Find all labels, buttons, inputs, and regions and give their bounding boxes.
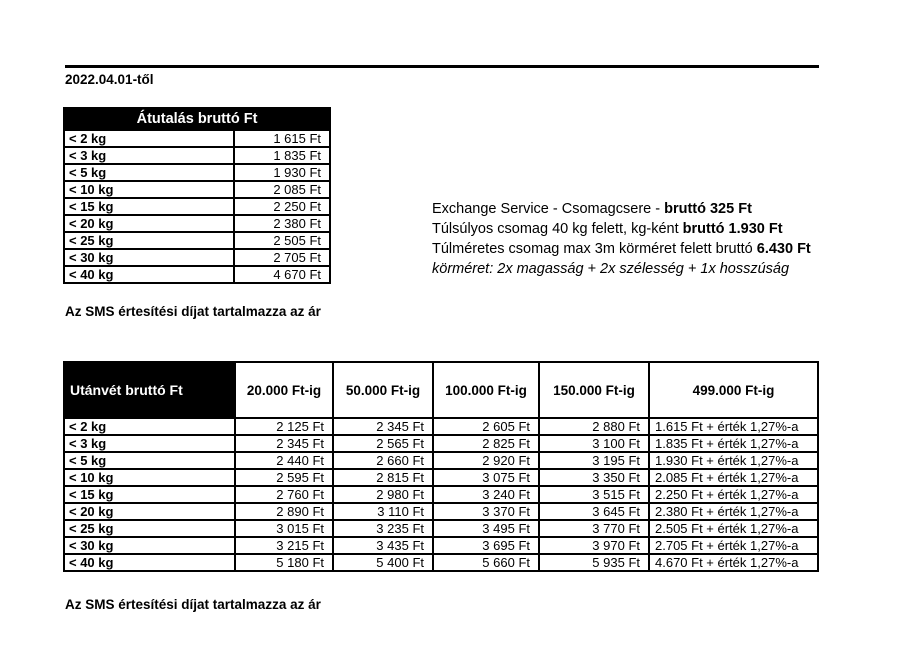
weight-label: < 5 kg	[64, 452, 235, 469]
info-text: Túlméretes csomag max 3m körméret felett bruttó	[432, 241, 757, 257]
table-row	[64, 469, 818, 486]
price-value: 1 930 Ft	[234, 164, 330, 181]
table-row	[64, 537, 818, 554]
price-value: 2 565 Ft	[333, 435, 433, 452]
table-row	[64, 503, 818, 520]
cod-price-table	[63, 361, 819, 572]
weight-label: < 3 kg	[64, 435, 235, 452]
table-row	[64, 147, 330, 164]
table-row	[64, 198, 330, 215]
price-value: 3 100 Ft	[539, 435, 649, 452]
column-header: 150.000 Ft-ig	[539, 362, 649, 418]
column-header: 20.000 Ft-ig	[235, 362, 333, 418]
table-row	[64, 249, 330, 266]
weight-label: < 20 kg	[64, 503, 235, 520]
price-value: 3 240 Ft	[433, 486, 539, 503]
weight-label: < 15 kg	[64, 198, 234, 215]
price-value: 3 645 Ft	[539, 503, 649, 520]
weight-label: < 10 kg	[64, 181, 234, 198]
table-header-row	[64, 362, 818, 418]
weight-label: < 10 kg	[64, 469, 235, 486]
weight-label: < 40 kg	[64, 266, 234, 283]
cod-table-title: Utánvét bruttó Ft	[64, 362, 235, 418]
price-value: 5 660 Ft	[433, 554, 539, 571]
price-formula: 2.250 Ft + érték 1,27%-a	[649, 486, 818, 503]
price-value: 2 380 Ft	[234, 215, 330, 232]
price-value: 5 935 Ft	[539, 554, 649, 571]
price-formula: 2.380 Ft + érték 1,27%-a	[649, 503, 818, 520]
weight-label: < 2 kg	[64, 130, 234, 147]
weight-label: < 3 kg	[64, 147, 234, 164]
surcharge-info-block	[432, 199, 811, 279]
price-value: 2 595 Ft	[235, 469, 333, 486]
price-value: 4 670 Ft	[234, 266, 330, 283]
table-row	[64, 130, 330, 147]
table-row	[64, 554, 818, 571]
price-value: 2 505 Ft	[234, 232, 330, 249]
price-value: 2 760 Ft	[235, 486, 333, 503]
price-value: 3 970 Ft	[539, 537, 649, 554]
price-formula: 2.705 Ft + érték 1,27%-a	[649, 537, 818, 554]
info-bold-price: 6.430 Ft	[756, 241, 811, 257]
price-value: 2 605 Ft	[433, 418, 539, 435]
price-value: 3 435 Ft	[333, 537, 433, 554]
table-row	[64, 418, 818, 435]
price-value: 5 400 Ft	[333, 554, 433, 571]
price-value: 2 880 Ft	[539, 418, 649, 435]
price-value: 3 235 Ft	[333, 520, 433, 537]
price-value: 2 815 Ft	[333, 469, 433, 486]
column-header: 499.000 Ft-ig	[649, 362, 818, 418]
weight-label: < 30 kg	[64, 249, 234, 266]
column-header: 50.000 Ft-ig	[333, 362, 433, 418]
weight-label: < 25 kg	[64, 232, 234, 249]
price-formula: 1.930 Ft + érték 1,27%-a	[649, 452, 818, 469]
info-bold-price: bruttó 325 Ft	[664, 201, 752, 217]
weight-label: < 5 kg	[64, 164, 234, 181]
price-value: 3 015 Ft	[235, 520, 333, 537]
sms-note-cod: Az SMS értesítési díjat tartalmazza az ár	[65, 597, 321, 612]
price-value: 2 345 Ft	[235, 435, 333, 452]
column-header: 100.000 Ft-ig	[433, 362, 539, 418]
price-value: 2 705 Ft	[234, 249, 330, 266]
weight-label: < 15 kg	[64, 486, 235, 503]
price-value: 2 660 Ft	[333, 452, 433, 469]
table-row	[64, 435, 818, 452]
table-row	[64, 266, 330, 283]
price-value: 2 125 Ft	[235, 418, 333, 435]
price-value: 5 180 Ft	[235, 554, 333, 571]
price-value: 3 110 Ft	[333, 503, 433, 520]
effective-date: 2022.04.01-től	[65, 72, 154, 87]
exchange-service-line	[432, 199, 811, 219]
table-row	[64, 164, 330, 181]
price-value: 3 495 Ft	[433, 520, 539, 537]
oversize-line	[432, 239, 811, 259]
table-row	[64, 520, 818, 537]
table-row	[64, 452, 818, 469]
table-row	[64, 232, 330, 249]
price-formula: 2.085 Ft + érték 1,27%-a	[649, 469, 818, 486]
price-value: 2 825 Ft	[433, 435, 539, 452]
price-value: 2 085 Ft	[234, 181, 330, 198]
weight-label: < 25 kg	[64, 520, 235, 537]
table-row	[64, 215, 330, 232]
info-bold-price: bruttó 1.930 Ft	[682, 221, 783, 237]
price-formula: 1.835 Ft + érték 1,27%-a	[649, 435, 818, 452]
price-value: 3 350 Ft	[539, 469, 649, 486]
price-value: 2 920 Ft	[433, 452, 539, 469]
price-value: 3 370 Ft	[433, 503, 539, 520]
price-value: 1 615 Ft	[234, 130, 330, 147]
price-value: 2 345 Ft	[333, 418, 433, 435]
top-rule-divider	[65, 65, 819, 68]
price-value: 3 075 Ft	[433, 469, 539, 486]
price-formula: 1.615 Ft + érték 1,27%-a	[649, 418, 818, 435]
weight-label: < 20 kg	[64, 215, 234, 232]
girth-definition-line: körméret: 2x magasság + 2x szélesség + 1x hosszúság	[432, 261, 790, 277]
price-value: 3 215 Ft	[235, 537, 333, 554]
price-formula: 2.505 Ft + érték 1,27%-a	[649, 520, 818, 537]
price-value: 3 770 Ft	[539, 520, 649, 537]
price-value: 3 195 Ft	[539, 452, 649, 469]
overweight-line	[432, 219, 811, 239]
table-row	[64, 486, 818, 503]
transfer-table-title: Átutalás bruttó Ft	[64, 108, 330, 130]
price-value: 2 890 Ft	[235, 503, 333, 520]
price-value: 1 835 Ft	[234, 147, 330, 164]
price-value: 3 695 Ft	[433, 537, 539, 554]
price-value: 2 440 Ft	[235, 452, 333, 469]
price-formula: 4.670 Ft + érték 1,27%-a	[649, 554, 818, 571]
weight-label: < 30 kg	[64, 537, 235, 554]
price-value: 2 250 Ft	[234, 198, 330, 215]
table-row	[64, 181, 330, 198]
transfer-price-table	[63, 107, 331, 284]
sms-note-transfer: Az SMS értesítési díjat tartalmazza az ár	[65, 304, 321, 319]
table-header-row	[64, 108, 330, 130]
info-text: Túlsúlyos csomag 40 kg felett, kg-ként	[432, 221, 683, 237]
price-value: 2 980 Ft	[333, 486, 433, 503]
weight-label: < 2 kg	[64, 418, 235, 435]
price-value: 3 515 Ft	[539, 486, 649, 503]
info-text: Exchange Service - Csomagcsere -	[432, 201, 665, 217]
weight-label: < 40 kg	[64, 554, 235, 571]
